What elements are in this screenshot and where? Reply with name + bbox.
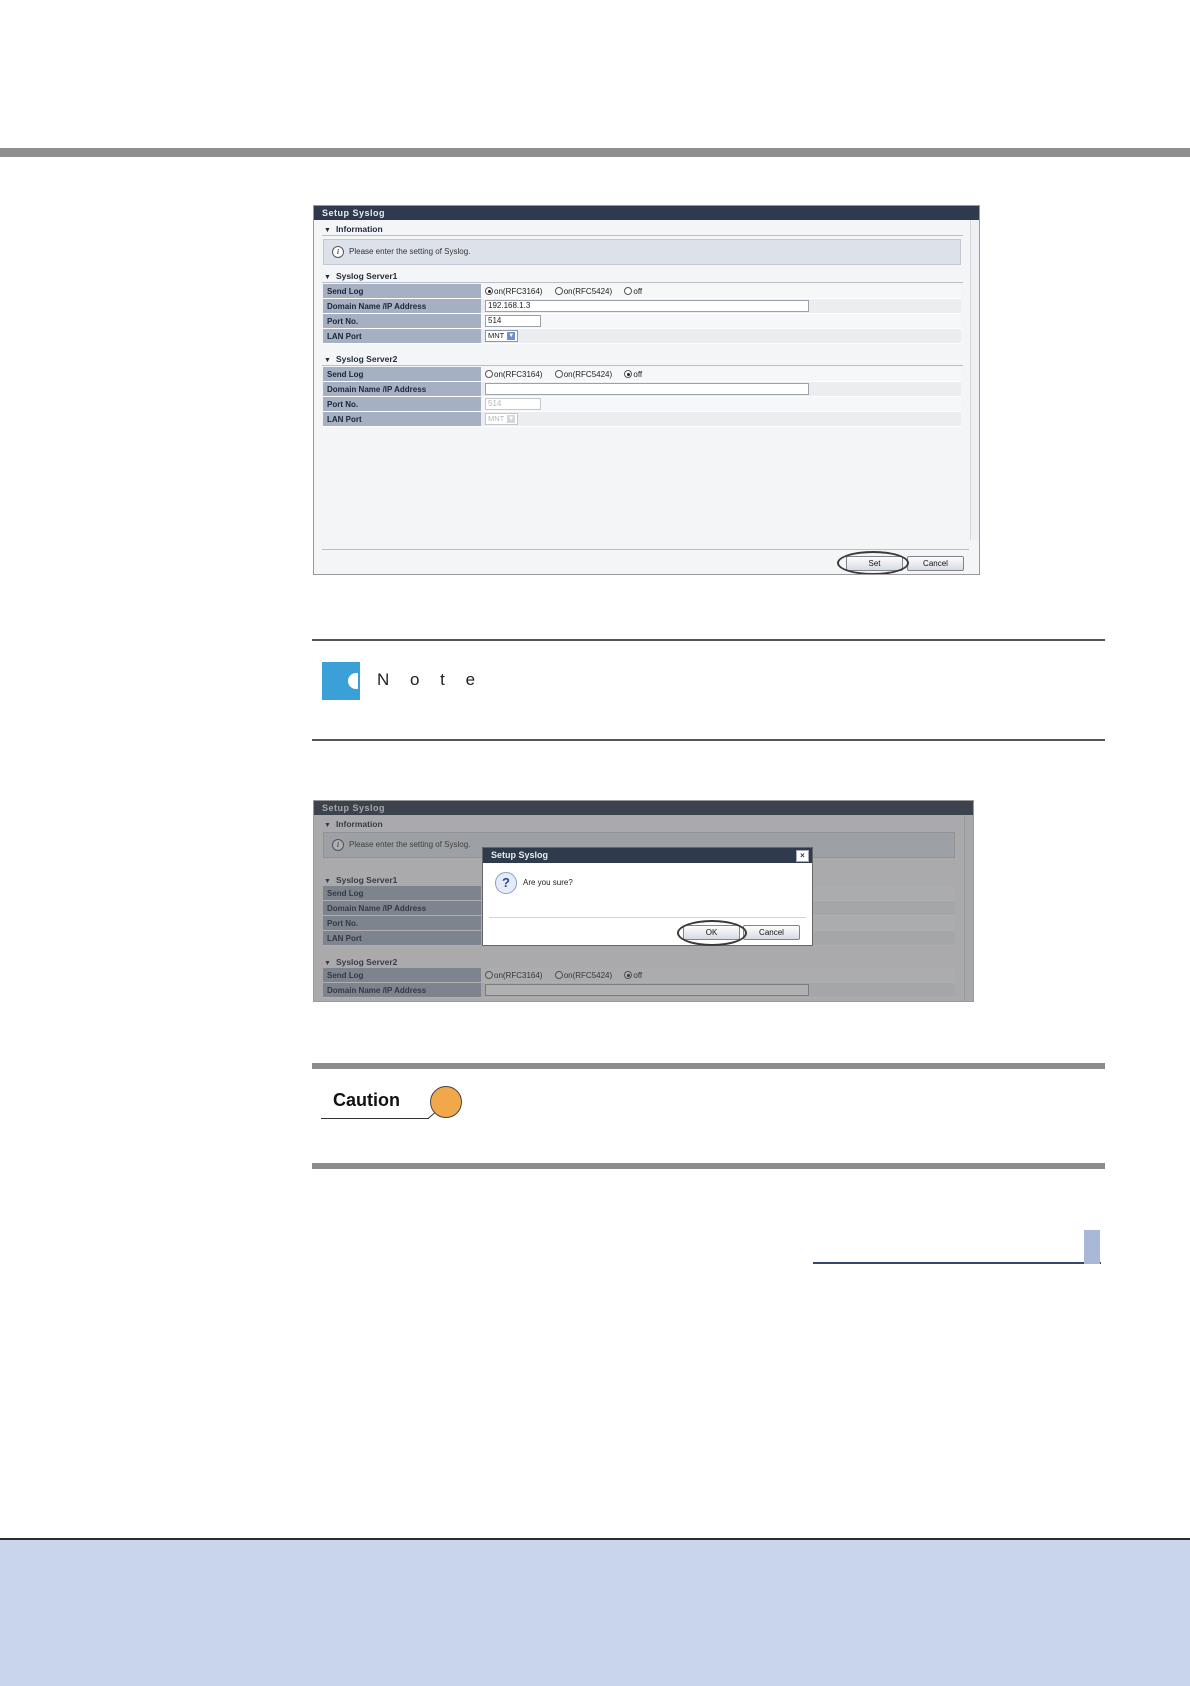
lan-port-select[interactable]	[485, 330, 518, 342]
question-icon: ?	[495, 872, 517, 894]
collapse-triangle-icon: ▼	[324, 227, 331, 234]
window-title: Setup Syslog	[314, 801, 973, 815]
setup-syslog-window	[313, 205, 980, 575]
send-log-label: Send Log	[323, 367, 481, 382]
send-log-off-radio[interactable]	[624, 287, 632, 295]
information-section-head[interactable]	[324, 223, 383, 235]
send-log-off-radio[interactable]	[624, 370, 632, 378]
lan-label: LAN Port	[323, 412, 481, 427]
lan-port-select[interactable]	[485, 413, 518, 425]
header-rule	[0, 148, 1190, 157]
send-log-options	[481, 367, 961, 382]
server2-heading: Syslog Server2	[335, 957, 398, 967]
server1-heading: Syslog Server1	[335, 875, 398, 885]
domain-label: Domain Name /IP Address	[323, 382, 481, 397]
lan-port-value: MNT	[488, 331, 505, 340]
note-label: N o t e	[377, 670, 484, 689]
setup-syslog-window-confirm	[313, 800, 974, 1002]
collapse-triangle-icon: ▼	[324, 878, 331, 885]
caution-top-rule	[312, 1063, 1105, 1069]
section-rule	[322, 282, 963, 283]
send-log-row	[323, 284, 961, 299]
server2-heading: Syslog Server2	[335, 354, 398, 364]
port-label: Port No.	[323, 314, 481, 329]
lan-row	[323, 329, 961, 344]
radio-label: off	[633, 286, 643, 296]
server2-section-head[interactable]	[324, 353, 397, 365]
port-label: Port No.	[323, 916, 481, 931]
server1-heading: Syslog Server1	[335, 271, 398, 281]
note-bottom-rule	[312, 739, 1105, 741]
domain-label: Domain Name /IP Address	[323, 901, 481, 916]
footer-rule	[322, 549, 969, 550]
lan-row	[323, 412, 961, 427]
dialog-title-text: Setup Syslog	[491, 850, 549, 860]
server2-form	[323, 367, 961, 427]
dialog-message: Are you sure?	[523, 878, 573, 887]
highlight-circle	[677, 920, 747, 946]
send-log-rfc3164-radio[interactable]	[485, 287, 493, 295]
caution-icon	[430, 1086, 462, 1118]
collapse-triangle-icon: ▼	[324, 960, 331, 967]
page-marker-tab	[1084, 1230, 1100, 1264]
send-log-rfc5424-radio[interactable]	[555, 370, 563, 378]
caution-bottom-rule	[312, 1163, 1105, 1169]
collapse-triangle-icon: ▼	[324, 822, 331, 829]
dialog-rule	[489, 917, 806, 918]
port-row	[323, 397, 961, 412]
page-marker-line	[813, 1262, 1101, 1264]
window-title: Setup Syslog	[314, 206, 979, 220]
chevron-down-icon: ▼	[508, 333, 515, 339]
radio-label: on(RFC3164)	[494, 970, 543, 980]
port-label: Port No.	[323, 397, 481, 412]
server1-form	[323, 284, 961, 344]
domain-input[interactable]	[485, 383, 809, 395]
information-heading: Information	[335, 819, 383, 829]
section-rule	[322, 365, 963, 366]
server1-section-head[interactable]	[324, 270, 397, 282]
domain-input[interactable]: 192.168.1.3	[485, 300, 809, 312]
scrollbar[interactable]	[970, 220, 979, 540]
section-rule	[322, 235, 963, 236]
info-icon: i	[332, 246, 344, 258]
information-message: Please enter the setting of Syslog.	[349, 247, 471, 256]
send-log-label: Send Log	[323, 968, 481, 983]
domain-row	[323, 382, 961, 397]
radio-label: off	[633, 970, 643, 980]
port-input[interactable]: 514	[485, 398, 541, 410]
information-heading: Information	[335, 224, 383, 234]
lan-label: LAN Port	[323, 931, 481, 946]
set-button[interactable]: Set	[846, 556, 903, 571]
radio-label: on(RFC5424)	[563, 970, 613, 980]
domain-row	[323, 299, 961, 314]
domain-label: Domain Name /IP Address	[323, 299, 481, 314]
collapse-triangle-icon: ▼	[324, 274, 331, 281]
close-icon[interactable]: ×	[796, 850, 809, 862]
radio-label: on(RFC5424)	[563, 369, 613, 379]
domain-label: Domain Name /IP Address	[323, 983, 481, 998]
radio-label: on(RFC5424)	[563, 286, 613, 296]
send-log-label: Send Log	[323, 284, 481, 299]
information-box	[323, 239, 961, 265]
highlight-circle	[837, 551, 909, 575]
info-icon: i	[332, 839, 344, 851]
note-icon	[322, 662, 360, 700]
radio-label: on(RFC3164)	[494, 286, 543, 296]
window-body	[314, 220, 979, 574]
confirm-dialog	[482, 847, 813, 946]
send-log-rfc3164-radio[interactable]	[485, 370, 493, 378]
lan-port-value: MNT	[488, 414, 505, 423]
send-log-options	[481, 284, 961, 299]
collapse-triangle-icon: ▼	[324, 357, 331, 364]
information-message: Please enter the setting of Syslog.	[349, 840, 471, 849]
dialog-title	[483, 848, 812, 863]
radio-label: on(RFC3164)	[494, 369, 543, 379]
cancel-button[interactable]: Cancel	[743, 925, 800, 940]
footer-band	[0, 1538, 1190, 1686]
port-input[interactable]: 514	[485, 315, 541, 327]
cancel-button[interactable]: Cancel	[907, 556, 964, 571]
chevron-down-icon: ▼	[508, 416, 515, 422]
caution-label: Caution	[333, 1090, 400, 1110]
send-log-label: Send Log	[323, 886, 481, 901]
send-log-row	[323, 367, 961, 382]
send-log-rfc5424-radio[interactable]	[555, 287, 563, 295]
lan-label: LAN Port	[323, 329, 481, 344]
ok-button[interactable]: OK	[683, 925, 740, 940]
port-row	[323, 314, 961, 329]
radio-label: off	[633, 369, 643, 379]
note-top-rule	[312, 639, 1105, 641]
caution-underline	[321, 1118, 429, 1119]
